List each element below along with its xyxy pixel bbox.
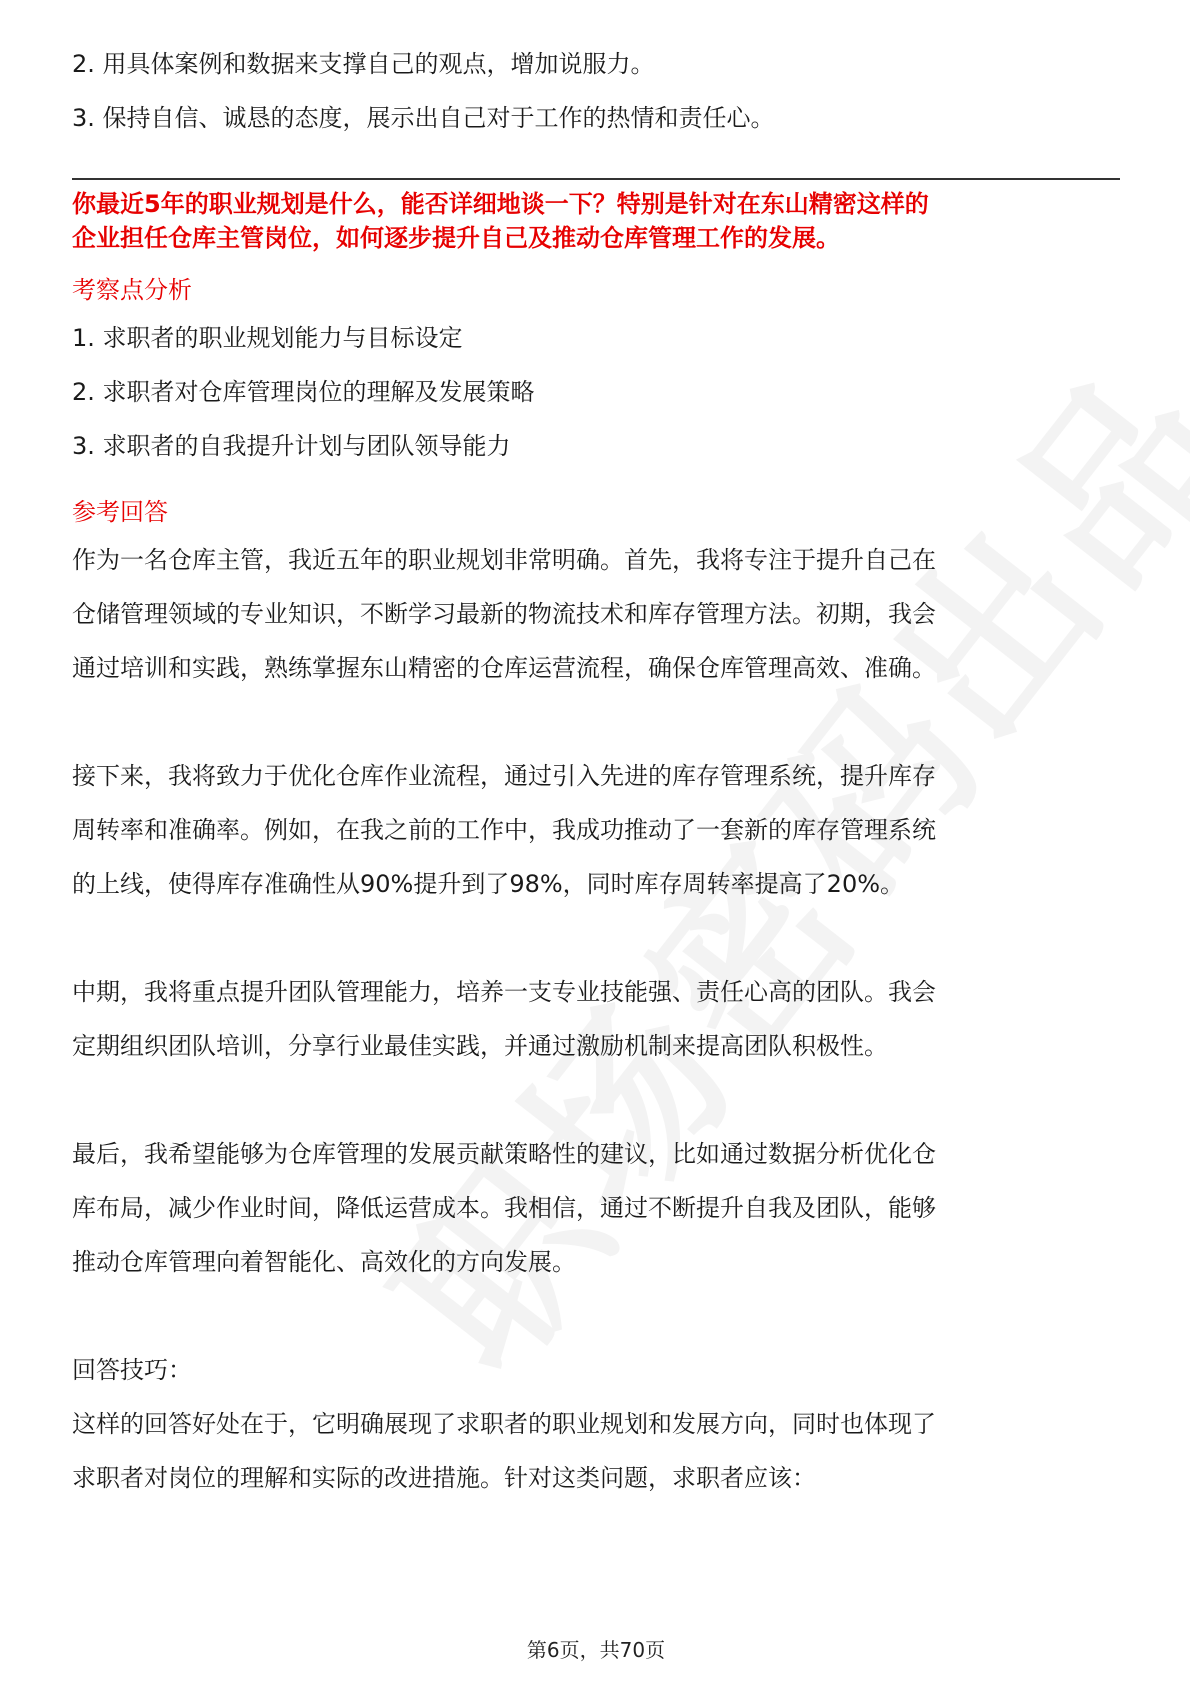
answer-paragraph-line: 定期组织团队培训，分享行业最佳实践，并通过激励机制来提高团队积极性。 xyxy=(72,1032,888,1060)
document-page xyxy=(72,0,1120,1684)
answer-paragraph-line: 推动仓库管理向着智能化、高效化的方向发展。 xyxy=(72,1248,576,1276)
tips-line: 求职者对岗位的理解和实际的改进措施。针对这类问题，求职者应该： xyxy=(72,1464,816,1492)
divider xyxy=(72,178,1120,180)
page-footer: 第6页，共70页 xyxy=(526,1638,666,1662)
answer-paragraph-line: 通过培训和实践，熟练掌握东山精密的仓库运营流程，确保仓库管理高效、准确。 xyxy=(72,654,936,682)
answer-paragraph-line: 中期，我将重点提升团队管理能力，培养一支专业技能强、责任心高的团队。我会 xyxy=(72,978,936,1006)
analysis-item: 3. 求职者的自我提升计划与团队领导能力 xyxy=(72,432,511,460)
analysis-item: 2. 求职者对仓库管理岗位的理解及发展策略 xyxy=(72,378,535,406)
answer-paragraph-line: 周转率和准确率。例如，在我之前的工作中，我成功推动了一套新的库存管理系统 xyxy=(72,816,936,844)
answer-paragraph-line: 的上线，使得库存准确性从90%提升到了98%，同时库存周转率提高了20%。 xyxy=(72,870,905,898)
answer-paragraph-line: 最后，我希望能够为仓库管理的发展贡献策略性的建议，比如通过数据分析优化仓 xyxy=(72,1140,936,1168)
answer-heading: 参考回答 xyxy=(72,498,168,526)
answer-paragraph-line: 仓储管理领域的专业知识，不断学习最新的物流技术和库存管理方法。初期，我会 xyxy=(72,600,936,628)
analysis-heading: 考察点分析 xyxy=(72,276,192,304)
intro-item: 3. 保持自信、诚恳的态度，展示出自己对于工作的热情和责任心。 xyxy=(72,104,775,132)
question-line: 企业担任仓库主管岗位，如何逐步提升自己及推动仓库管理工作的发展。 xyxy=(72,224,840,252)
tips-line: 这样的回答好处在于，它明确展现了求职者的职业规划和发展方向，同时也体现了 xyxy=(72,1410,936,1438)
intro-item: 2. 用具体案例和数据来支撑自己的观点，增加说服力。 xyxy=(72,50,655,78)
answer-paragraph-line: 接下来，我将致力于优化仓库作业流程，通过引入先进的库存管理系统，提升库存 xyxy=(72,762,936,790)
answer-paragraph-line: 作为一名仓库主管，我近五年的职业规划非常明确。首先，我将专注于提升自己在 xyxy=(72,546,936,574)
analysis-item: 1. 求职者的职业规划能力与目标设定 xyxy=(72,324,463,352)
answer-paragraph-line: 库布局，减少作业时间，降低运营成本。我相信，通过不断提升自我及团队，能够 xyxy=(72,1194,936,1222)
question-line: 你最近5年的职业规划是什么，能否详细地谈一下？特别是针对在东山精密这样的 xyxy=(72,190,929,218)
tips-heading: 回答技巧： xyxy=(72,1356,192,1384)
